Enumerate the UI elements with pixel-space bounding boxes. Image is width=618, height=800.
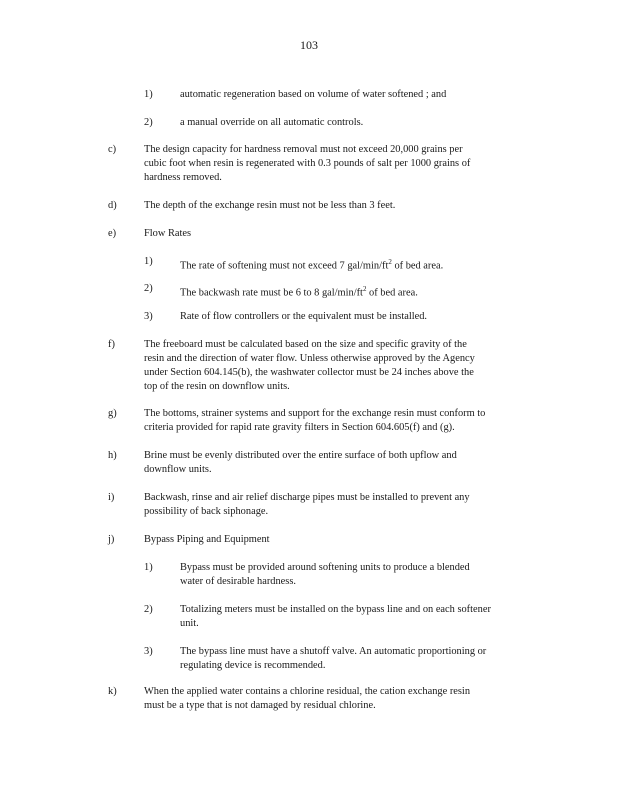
item-marker: 1) [144,89,153,100]
item-line: automatic regeneration based on volume of water softened ; and [180,89,447,100]
item-line: The bypass line must have a shutoff valve. An automatic proportioning or [180,646,487,657]
item-text: The backwash rate must be 6 to 8 gal/min/ft [180,287,363,299]
item-line: under Section 604.145(b), the washwater collector must be 24 inches above the [144,367,474,378]
item-marker: f) [108,339,115,350]
item-marker: 3) [144,311,153,322]
item-line: Bypass must be provided around softening units to produce a blended [180,562,470,573]
item-marker: 2) [144,604,153,615]
page-number: 103 [300,38,318,52]
item-text: The rate of softening must not exceed 7 gal/min/ft [180,260,389,272]
item-line: Totalizing meters must be installed on the bypass line and on each softener [180,604,491,615]
item-line: regulating device is recommended. [180,660,326,671]
item-line: top of the resin on downflow units. [144,381,290,392]
item-line: must be a type that is not damaged by residual chlorine. [144,700,376,711]
item-line: cubic foot when resin is regenerated with 0.3 pounds of salt per 1000 grains of [144,158,471,169]
item-line: The design capacity for hardness removal must not exceed 20,000 grains per [144,144,463,155]
item-line: When the applied water contains a chlorine residual, the cation exchange resin [144,686,471,697]
item-line: downflow units. [144,464,212,475]
item-line: The freeboard must be calculated based on the size and specific gravity of the [144,339,467,350]
item-line [180,255,520,273]
item-line: possibility of back siphonage. [144,506,269,517]
item-text: of bed area. [391,260,444,272]
superscript: 2 [388,258,392,266]
item-marker: g) [108,408,117,419]
section-heading: Flow Rates [144,228,192,239]
item-line: resin and the direction of water flow. Unless otherwise approved by the Agency [144,353,475,364]
item-marker: 2) [144,117,153,128]
section-heading: Bypass Piping and Equipment [144,534,270,545]
item-line: unit. [180,618,199,629]
item-line [180,282,520,300]
item-line: water of desirable hardness. [180,576,296,587]
item-line: criteria provided for rapid rate gravity filters in Section 604.605(f) and (g). [144,422,455,433]
item-marker: c) [108,144,117,155]
item-marker: 2) [144,283,153,294]
item-marker: 1) [144,562,153,573]
item-marker: d) [108,200,117,211]
item-line: Rate of flow controllers or the equivalent must be installed. [180,311,428,322]
item-line: The depth of the exchange resin must not be less than 3 feet. [144,200,396,211]
item-marker: 3) [144,646,153,657]
item-marker: e) [108,228,117,239]
item-line: The bottoms, strainer systems and support for the exchange resin must conform to [144,408,486,419]
item-marker: h) [108,450,117,461]
item-marker: j) [108,534,115,545]
item-text: of bed area. [366,287,418,299]
item-line: a manual override on all automatic controls. [180,117,364,128]
item-line: Brine must be evenly distributed over the entire surface of both upflow and [144,450,457,461]
item-marker: 1) [144,256,153,267]
item-line: Backwash, rinse and air relief discharge pipes must be installed to prevent any [144,492,470,503]
superscript: 2 [362,285,367,293]
item-line: hardness removed. [144,172,222,183]
item-marker: i) [108,492,115,503]
item-marker: k) [108,686,117,697]
